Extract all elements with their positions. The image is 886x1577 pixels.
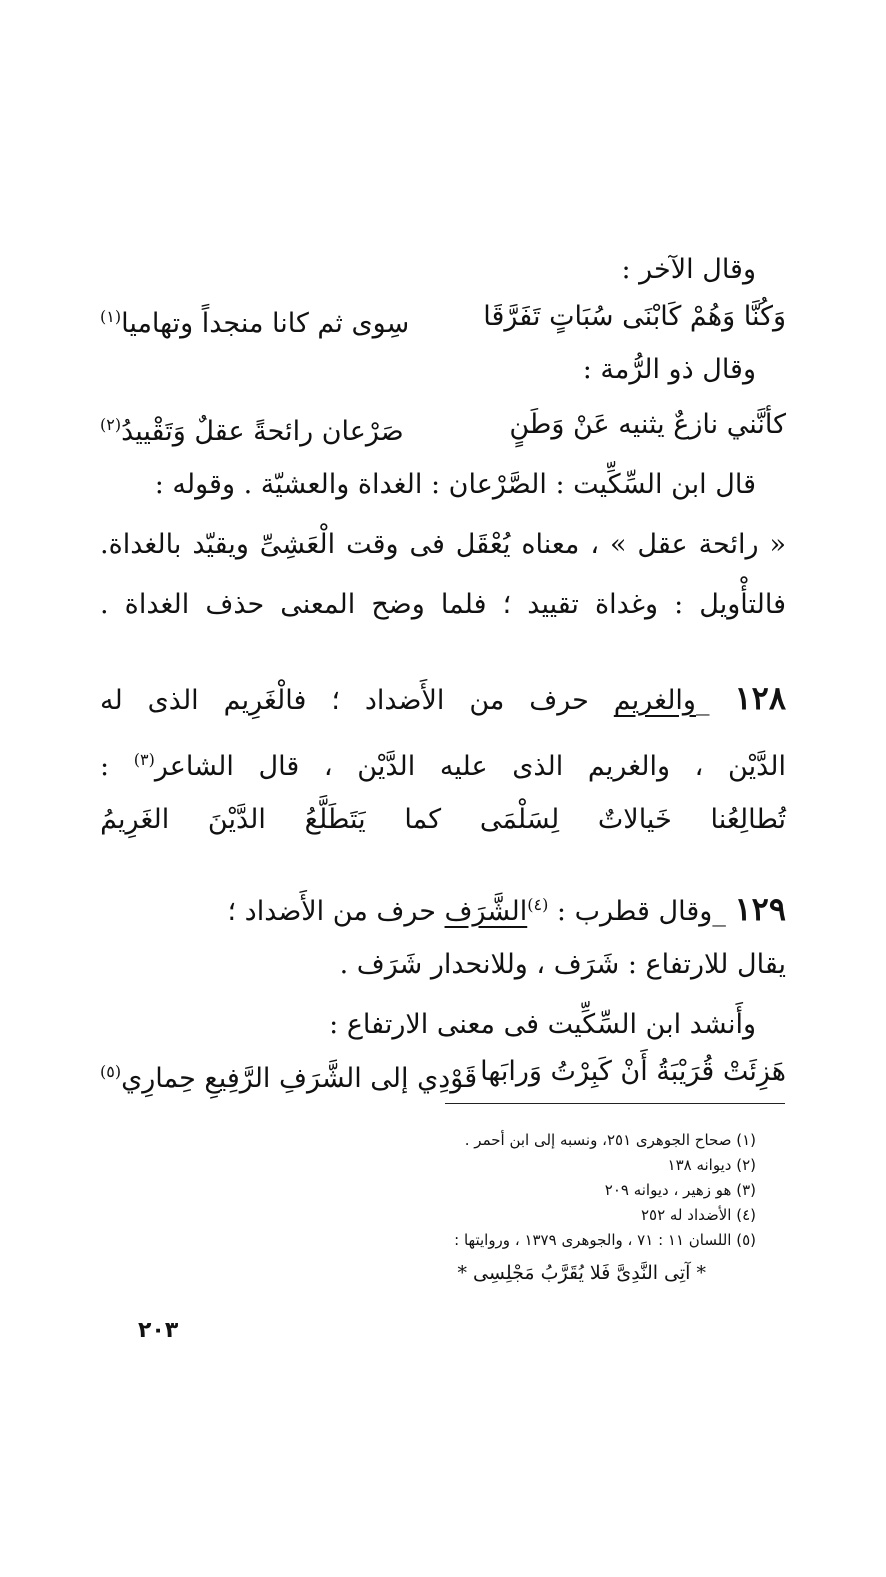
verse-word: الغَرِيمُ [100,804,170,835]
footnote-separator [445,1103,785,1104]
entry-headword: الشَّرَف [444,896,528,927]
verse-hemistich: سِوى ثم كانا منجداً وتهاميا(١) [100,297,409,344]
paragraph-line: فالتأْويل : وغداة تقييد ؛ فلما وضح المعنى حذف الغداة . [100,589,786,620]
footnote-3: (٣) هو زهير ، ديوانه ٢٠٩ [604,1181,756,1199]
page-number: ٢٠٣ [138,1318,179,1343]
verse-word: يَتَطَلَّعُ [304,804,366,835]
verse-hemistich: قَوْدِي إلى الشَّرَفِ الرَّفِيعِ حِمارِي(٥) [100,1052,477,1099]
verse-word: تُطالِعُنا [710,804,786,835]
verse-hemistich: صَرْعان رائحةً عقلٌ وَتَقْييدُ(٢) [100,405,404,452]
verse-word: الدَّيْنَ [207,804,266,835]
entry-129-heading-line: ١٢٩ _وقال قطرب : $^{(٤)}$الشَّرَف حرف من الأَضداد ؛ [227,890,786,928]
entry-number: ١٢٨ [734,679,786,717]
verse-hemistich: كأنَّني نازعٌ يثنيه عَنْ وَطَنٍ [509,409,786,440]
verse-word: كما [404,804,442,835]
entry-128-line-2: الدَّيْن ، والغريم الذى عليه الدَّيْن ، قال الشاعر$^{(٣)}$ : [100,750,786,782]
intro-line-1: وقال الآخر : [621,254,756,285]
paragraph-line: « رائحة عقل » ، معناه يُعْقَل فى وقت الْعَشِىِّ ويقيّد بالغداة. [100,529,786,560]
entry-129-line-3: وأَنشد ابن السِّكِّيت فى معنى الارتفاع : [329,1009,756,1040]
footnote-5: (٥) اللسان ١١ : ٧١ ، والجوهرى ١٣٧٩ ، وروايتها : [454,1231,756,1249]
verse-hemistich: وَكُنَّا وَهُمْ كَابْنَى سُبَاتٍ تَفَرَّقَا [483,301,786,332]
intro-line-2: وقال ذو الرُّمة : [582,354,756,385]
paragraph-line: قال ابن السِّكِّيت : الصَّرْعان : الغداة والعشيّة . وقوله : [154,469,756,500]
footnote-1: (١) صحاح الجوهرى ٢٥١، ونسبه إلى ابن أحمر . [464,1131,756,1149]
verse-line-2 [100,405,786,452]
footnote-ref: (١) [100,307,122,326]
verse-hemistich: هَزِئَتْ قُرَيْبَةُ أَنْ كَبِرْتُ وَرابَها [480,1056,786,1087]
entry-129-line-2: يقال للارتفاع : شَرَف ، وللانحدار شَرَف . [339,949,786,980]
footnote-ref: (٣) [133,750,155,769]
footnote-2: (٢) ديوانه ١٣٨ [667,1156,756,1174]
verse-line-3 [100,800,786,840]
verse-word: خَيالاتٌ [597,804,672,835]
footnote-4: (٤) الأضداد له ٢٥٢ [640,1206,756,1224]
verse-line-4 [100,1052,786,1099]
verse-word: لِسَلْمَى [479,804,560,835]
entry-number: ١٢٩ [734,890,786,928]
footnote-ref: (٢) [100,415,122,434]
footnote-ref: (٥) [100,1062,122,1081]
entry-128-heading-line: ١٢٨ _والغريم حرف من الأَضداد ؛ فالْغَرِيم الذى له [100,679,786,717]
verse-line-1 [100,297,786,344]
footnote-verse: * آتِى النَّدِىَّ فَلا يُقَرَّبُ مَجْلِسِى * [457,1262,706,1284]
footnote-ref: (٤) [527,895,549,914]
entry-headword: والغريم [613,685,696,716]
